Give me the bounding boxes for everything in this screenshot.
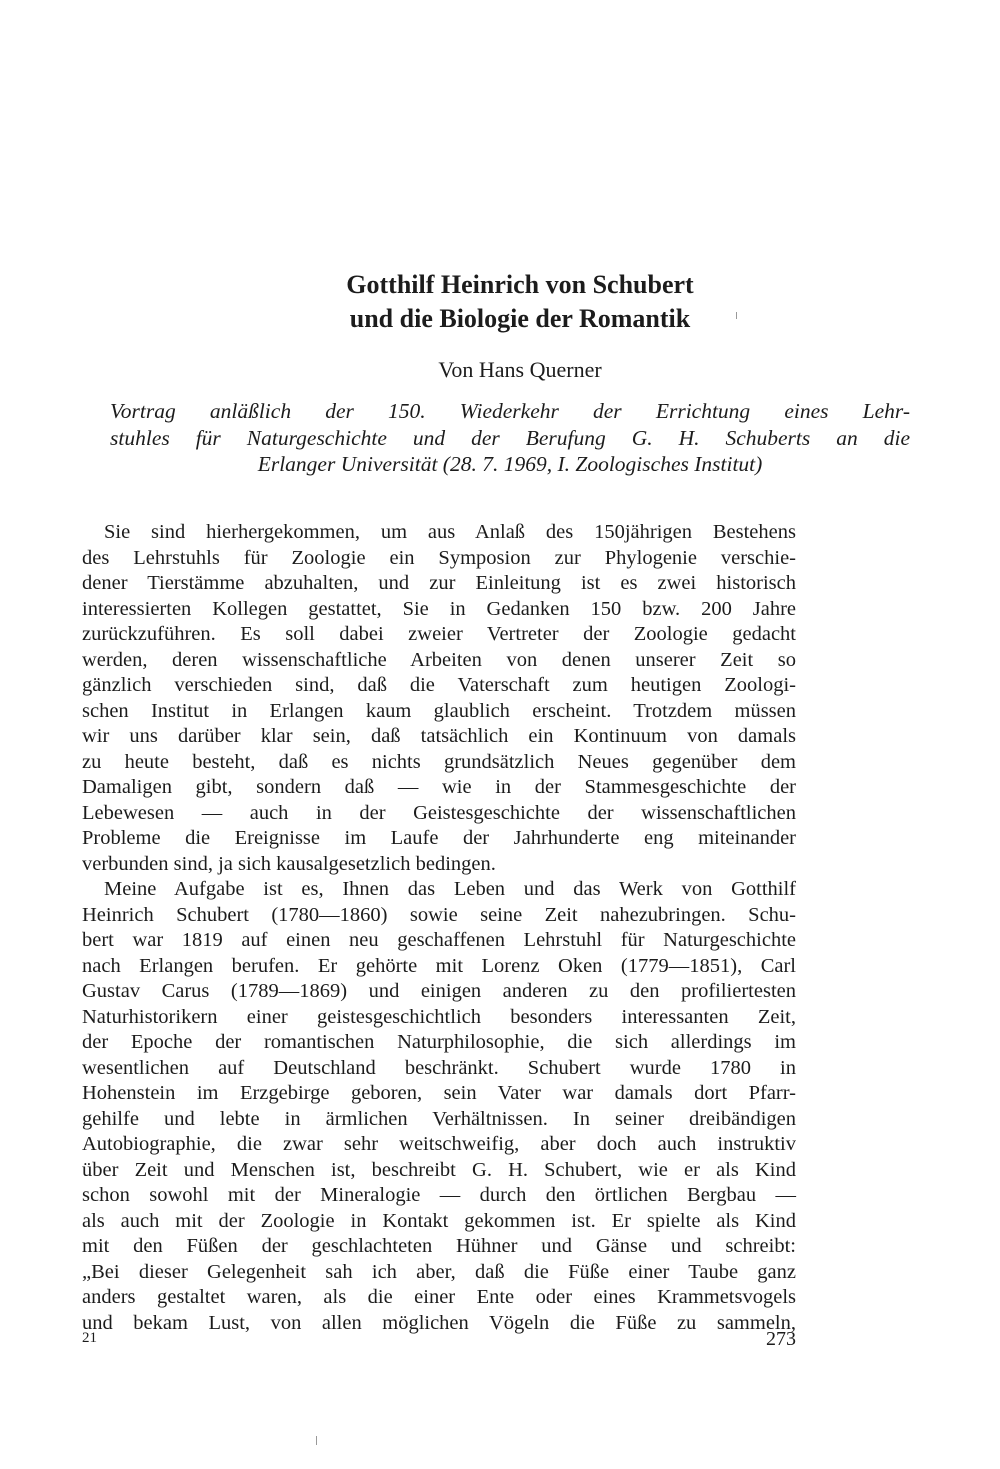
body-line: Probleme die Ereignisse im Laufe der Jahrhunderte eng miteinander bbox=[82, 827, 796, 849]
body-line: mit den Füßen der geschlachteten Hühner und Gänse und schreibt: bbox=[82, 1235, 796, 1257]
body-line: bert war 1819 auf einen neu geschaffenen Lehrstuhl für Naturgeschichte bbox=[82, 929, 796, 951]
body-line: interessierten Kollegen gestattet, Sie in Gedanken 150 bzw. 200 Jahre bbox=[82, 597, 796, 620]
body-line: gehilfe und lebte in ärmlichen Verhältnissen. In seiner dreibändigen bbox=[82, 1107, 796, 1130]
body-line: gänzlich verschieden sind, daß die Vaterschaft zum heutigen Zoologi- bbox=[82, 674, 796, 696]
body-line: des Lehrstuhls für Zoologie ein Symposion zur Phylogenie verschie- bbox=[82, 546, 796, 569]
body-line: dener Tierstämme abzuhalten, und zur Einleitung ist es zwei historisch bbox=[82, 572, 796, 594]
body-line: Meine Aufgabe ist es, Ihnen das Leben und das Werk von Gotthilf bbox=[104, 878, 796, 900]
lecture-note-line: Erlanger Universität (28. 7. 1969, I. Zoologisches Institut) bbox=[257, 452, 763, 476]
body-line: der Epoche der romantischen Naturphilosophie, die sich allerdings im bbox=[82, 1031, 796, 1053]
scan-mark bbox=[316, 1436, 317, 1445]
article-title bbox=[200, 268, 840, 336]
title-line-1: Gotthilf Heinrich von Schubert bbox=[346, 270, 694, 299]
body-line: Hohenstein im Erzgebirge geboren, sein Vater war damals dort Pfarr- bbox=[82, 1082, 796, 1104]
body-line: werden, deren wissenschaftliche Arbeiten von denen unserer Zeit so bbox=[82, 648, 796, 671]
body-line: wesentlichen auf Deutschland beschränkt. Schubert wurde 1780 in bbox=[82, 1056, 796, 1079]
body-line: Lebewesen — auch in der Geistesgeschichte der wissenschaftlichen bbox=[82, 801, 796, 824]
body-line: Damaligen gibt, sondern daß — wie in der Stammesgeschichte der bbox=[82, 776, 796, 798]
body-line: zu heute besteht, daß es nichts grundsätzlich Neues gegenüber dem bbox=[82, 750, 796, 773]
title-line-2: und die Biologie der Romantik bbox=[349, 304, 691, 333]
body-line: wir uns darüber klar sein, daß tatsächlich ein Kontinuum von damals bbox=[82, 725, 796, 747]
body-line: zurückzuführen. Es soll dabei zweier Vertreter der Zoologie gedacht bbox=[82, 623, 796, 645]
body-line: anders gestaltet waren, als die einer Ente oder eines Krammetsvogels bbox=[82, 1286, 796, 1308]
body-line: Sie sind hierhergekommen, um aus Anlaß des 150jährigen Bestehens bbox=[104, 521, 796, 543]
body-line: und bekam Lust, von allen möglichen Vögeln die Füße zu sammeln, bbox=[82, 1311, 796, 1334]
body-line: als auch mit der Zoologie in Kontakt gekommen ist. Er spielte als Kind bbox=[82, 1209, 796, 1232]
body-line: Autobiographie, die zwar sehr weitschweifig, aber doch auch instruktiv bbox=[82, 1133, 796, 1155]
body-line: schen Institut in Erlangen kaum glaublich erscheint. Trotzdem müssen bbox=[82, 699, 796, 722]
body-text bbox=[82, 520, 796, 1336]
body-line: über Zeit und Menschen ist, beschreibt G. H. Schubert, wie er als Kind bbox=[82, 1158, 796, 1181]
author-line: Von Hans Querner bbox=[438, 357, 602, 382]
lecture-note bbox=[110, 398, 910, 478]
body-line: schon sowohl mit der Mineralogie — durch den örtlichen Bergbau — bbox=[82, 1184, 796, 1206]
lecture-note-line: Vortrag anläßlich der 150. Wiederkehr der Errichtung eines Lehr- bbox=[110, 399, 910, 423]
body-line: Naturhistorikern einer geistesgeschichtlich besonders interessanten Zeit, bbox=[82, 1005, 796, 1028]
signature-mark: 21 bbox=[82, 1330, 97, 1346]
body-line: nach Erlangen berufen. Er gehörte mit Lorenz Oken (1779—1851), Carl bbox=[82, 954, 796, 977]
body-line: Gustav Carus (1789—1869) und einigen anderen zu den profiliertesten bbox=[82, 980, 796, 1002]
body-line: „Bei dieser Gelegenheit sah ich aber, daß die Füße einer Taube ganz bbox=[82, 1260, 796, 1283]
body-line: verbunden sind, ja sich kausalgesetzlich bedingen. bbox=[82, 852, 496, 875]
scan-mark bbox=[736, 312, 737, 319]
lecture-note-line: stuhles für Naturgeschichte und der Berufung G. H. Schuberts an die bbox=[110, 425, 910, 450]
page-number: 273 bbox=[766, 1328, 796, 1350]
body-line: Heinrich Schubert (1780—1860) sowie seine Zeit nahezubringen. Schu- bbox=[82, 903, 796, 926]
